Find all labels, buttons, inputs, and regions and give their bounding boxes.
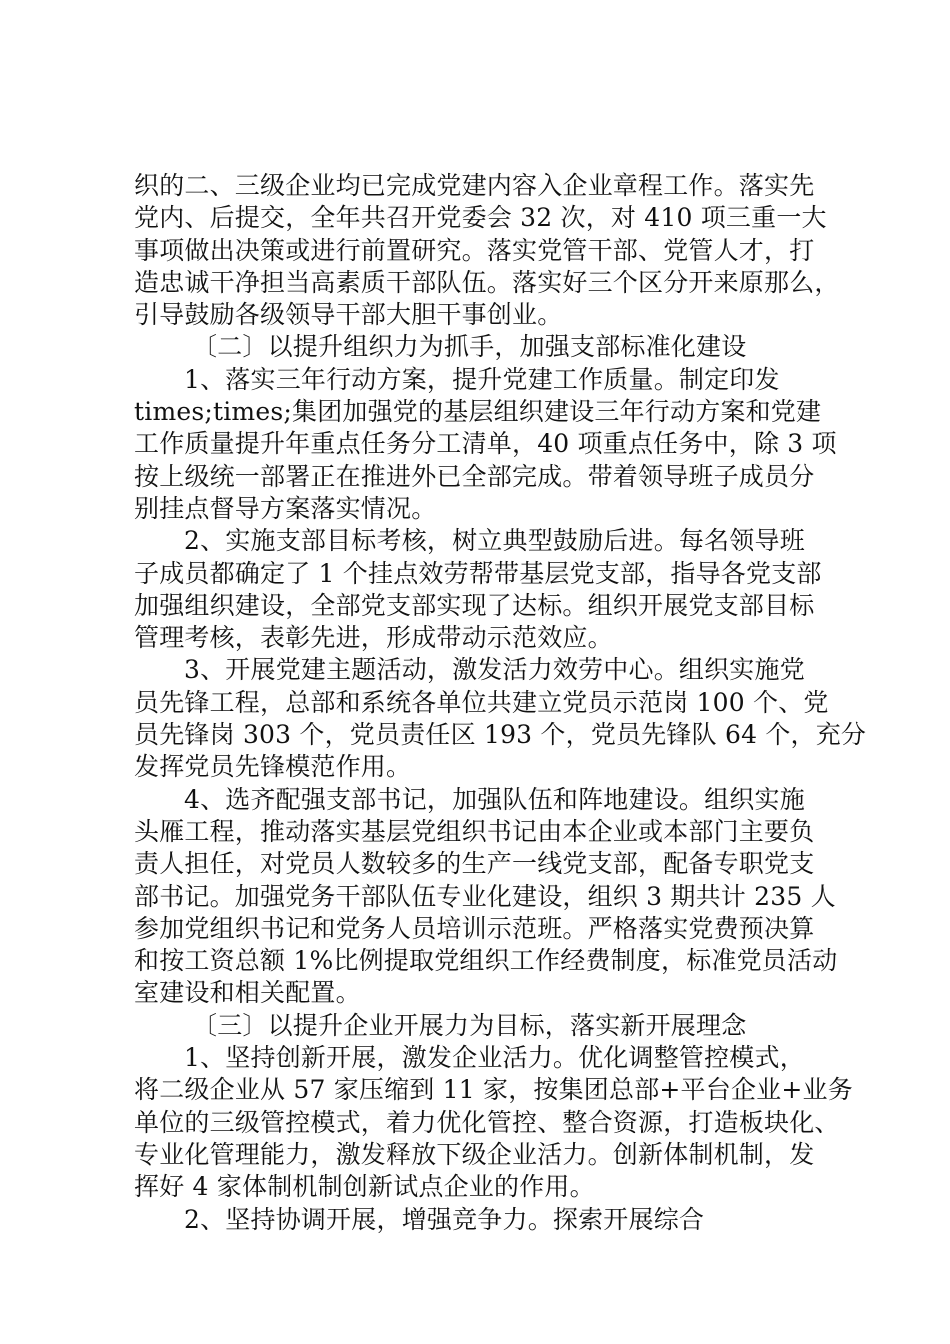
text-line: 管理考核，表彰先进，形成带动示范效应。 <box>134 623 613 653</box>
section-heading: 〔二〕以提升组织力为抓手，加强支部标准化建设 <box>192 332 747 362</box>
text-line: 发挥党员先锋模范作用。 <box>134 752 412 782</box>
paragraph-start-line: 2、实施支部目标考核，树立典型鼓励后进。每名领导班 <box>184 526 805 556</box>
text-line: 和按工资总额 1%比例提取党组织工作经费制度，标准党员活动 <box>134 946 838 976</box>
paragraph-start-line: 1、坚持创新开展，激发企业活力。优化调整管控模式， <box>184 1043 805 1073</box>
text-line: 责人担任，对党员人数较多的生产一线党支部，配备专职党支 <box>134 849 815 879</box>
text-line: 单位的三级管控模式，着力优化管控、整合资源，打造板块化、 <box>134 1107 840 1137</box>
text-line: 造忠诚干净担当高素质干部队伍。落实好三个区分开来原那么， <box>134 267 840 297</box>
text-line: 按上级统一部署正在推进外已全部完成。带着领导班子成员分 <box>134 461 815 491</box>
text-line: 引导鼓励各级领导干部大胆干事创业。 <box>134 300 563 330</box>
text-line: 员先锋工程，总部和系统各单位共建立党员示范岗 100 个、党 <box>134 687 829 717</box>
text-line: times;times;集团加强党的基层组织建设三年行动方案和党建 <box>134 397 822 427</box>
paragraph-start-line: 4、选齐配强支部书记，加强队伍和阵地建设。组织实施 <box>184 784 805 814</box>
text-line: 加强组织建设，全部党支部实现了达标。组织开展党支部目标 <box>134 590 815 620</box>
text-line: 头雁工程，推动落实基层党组织书记由本企业或本部门主要负 <box>134 816 815 846</box>
text-line: 专业化管理能力，激发释放下级企业活力。创新体制机制，发 <box>134 1139 815 1169</box>
text-line: 事项做出决策或进行前置研究。落实党管干部、党管人才，打 <box>134 235 815 265</box>
section-heading: 〔三〕以提升企业开展力为目标，落实新开展理念 <box>192 1010 747 1040</box>
text-line: 党内、后提交，全年共召开党委会 32 次，对 410 项三重一大 <box>134 203 827 233</box>
text-line: 室建设和相关配置。 <box>134 978 361 1008</box>
text-line: 别挂点督导方案落实情况。 <box>134 493 437 523</box>
text-line: 部书记。加强党务干部队伍专业化建设，组织 3 期共计 235 人 <box>134 881 836 911</box>
text-line: 将二级企业从 57 家压缩到 11 家，按集团总部+平台企业+业务 <box>134 1075 853 1105</box>
text-line: 子成员都确定了 1 个挂点效劳帮带基层党支部，指导各党支部 <box>134 558 822 588</box>
text-line: 织的二、三级企业均已完成党建内容入企业章程工作。落实先 <box>134 171 815 200</box>
text-line: 工作质量提升年重点任务分工清单，40 项重点任务中，除 3 项 <box>134 429 837 459</box>
text-line: 挥好 4 家体制机制创新试点企业的作用。 <box>134 1172 595 1202</box>
paragraph-start-line: 1、落实三年行动方案，提升党建工作质量。制定印发 <box>184 364 780 394</box>
document-body <box>134 170 867 1236</box>
paragraph-start-line: 2、坚持协调开展，增强竞争力。探索开展综合 <box>184 1204 705 1234</box>
paragraph-start-line: 3、开展党建主题活动，激发活力效劳中心。组织实施党 <box>184 655 805 685</box>
text-line: 员先锋岗 303 个，党员责任区 193 个，党员先锋队 64 个，充分 <box>134 720 867 750</box>
text-line: 参加党组织书记和党务人员培训示范班。严格落实党费预决算 <box>134 913 815 943</box>
